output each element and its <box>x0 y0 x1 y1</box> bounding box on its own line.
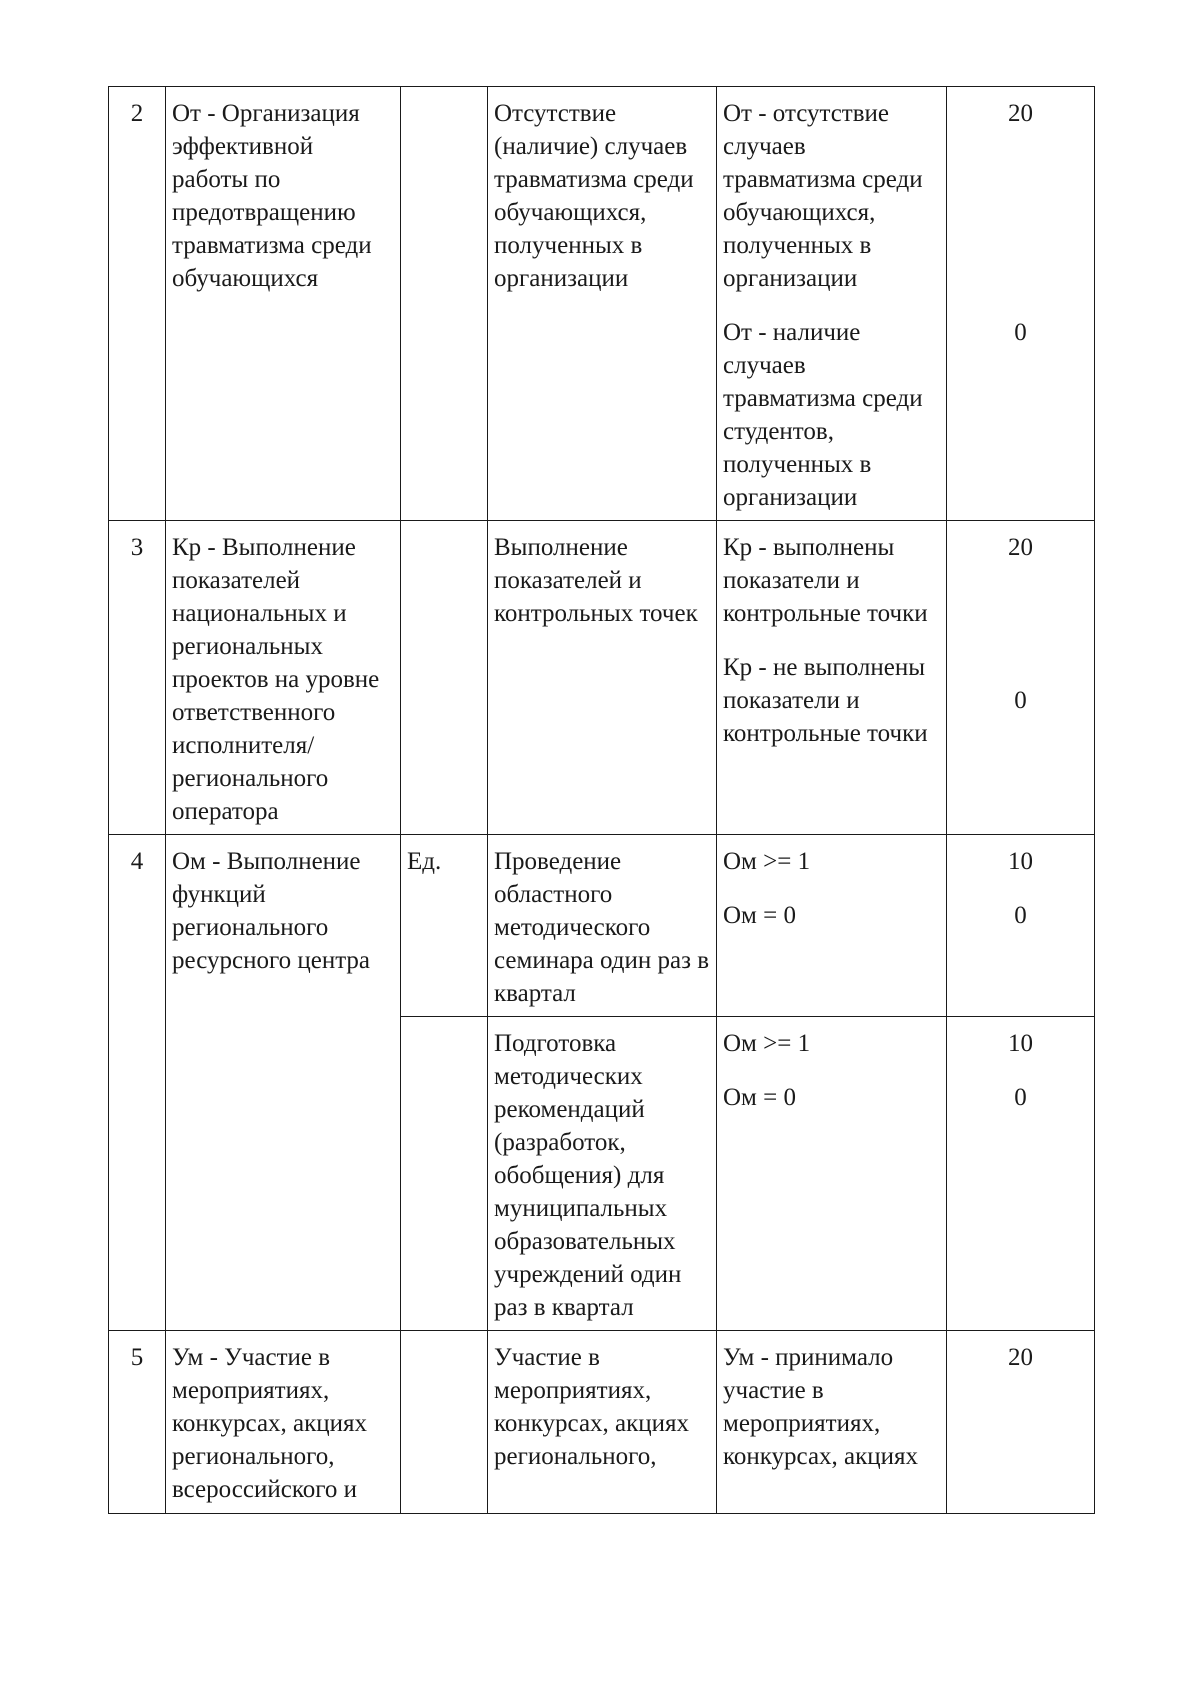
description-cell: Отсутствие (наличие) случаев травматизма среди обучающихся, полученных в организации <box>488 87 717 521</box>
description-cell: Подготовка методических рекомендаций (разработок, обобщения) для муниципальных образовательных учреждений один раз в квартал <box>488 1017 717 1331</box>
table-row <box>109 835 1095 1017</box>
criterion: Кр - не выполнены показатели и контрольные точки <box>723 654 928 747</box>
indicator-cell: От - Организация эффективной работы по предотвращению травматизма среди обучающихся <box>166 87 401 521</box>
unit-cell <box>401 1331 488 1514</box>
table-row <box>109 521 1095 835</box>
table-row <box>109 87 1095 521</box>
criterion: Ом >= 1 <box>723 1030 811 1057</box>
indicators-table <box>108 86 1095 1514</box>
points-cell <box>947 87 1095 521</box>
row-number: 5 <box>109 1331 166 1514</box>
row-number: 3 <box>109 521 166 835</box>
criterion: Ом = 0 <box>723 1084 796 1111</box>
criteria-cell <box>717 1331 947 1514</box>
unit-cell: Ед. <box>401 835 488 1017</box>
criterion: От - отсутствие случаев травматизма среди обучающихся, полученных в организации <box>723 100 923 292</box>
points-cell <box>947 835 1095 1017</box>
points-value: 20 <box>1008 534 1033 561</box>
points-value: 10 <box>1008 1030 1033 1057</box>
points-value: 0 <box>1014 902 1027 929</box>
points-value: 10 <box>1008 848 1033 875</box>
criteria-cell <box>717 521 947 835</box>
row-number: 2 <box>109 87 166 521</box>
unit-cell <box>401 521 488 835</box>
criterion: От - наличие случаев травматизма среди студентов, полученных в организации <box>723 319 923 511</box>
points-value: 0 <box>1014 319 1027 346</box>
points-cell <box>947 1331 1095 1514</box>
description-cell: Участие в мероприятиях, конкурсах, акциях регионального, <box>488 1331 717 1514</box>
indicator-cell: Ум - Участие в мероприятиях, конкурсах, акциях регионального, всероссийского и <box>166 1331 401 1514</box>
description-cell: Выполнение показателей и контрольных точек <box>488 521 717 835</box>
criterion: Кр - выполнены показатели и контрольные точки <box>723 534 928 627</box>
points-cell <box>947 1017 1095 1331</box>
points-value: 20 <box>1008 100 1033 127</box>
points-value: 20 <box>1008 1344 1033 1371</box>
criterion: Ом >= 1 <box>723 848 811 875</box>
points-value: 0 <box>1014 1084 1027 1111</box>
criteria-cell <box>717 1017 947 1331</box>
criteria-cell <box>717 87 947 521</box>
points-value: 0 <box>1014 687 1027 714</box>
description-cell: Проведение областного методического семинара один раз в квартал <box>488 835 717 1017</box>
criterion: Ом = 0 <box>723 902 796 929</box>
row-number: 4 <box>109 835 166 1331</box>
indicator-cell: Ом - Выполнение функций регионального ресурсного центра <box>166 835 401 1331</box>
criterion: Ум - принимало участие в мероприятиях, конкурсах, акциях <box>723 1344 919 1470</box>
table-row <box>109 1331 1095 1514</box>
unit-cell <box>401 87 488 521</box>
unit-cell <box>401 1017 488 1331</box>
indicator-cell: Кр - Выполнение показателей национальных и региональных проектов на уровне ответственного исполнителя/регионального оператора <box>166 521 401 835</box>
points-cell <box>947 521 1095 835</box>
criteria-cell <box>717 835 947 1017</box>
